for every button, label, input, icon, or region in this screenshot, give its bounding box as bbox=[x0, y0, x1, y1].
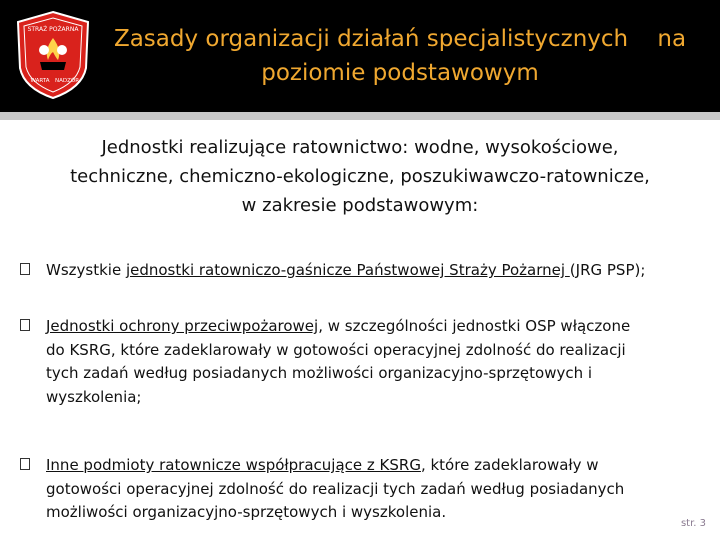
bullet-3-line-2: gotowości operacyjnej zdolność do realizacji tych zadań według posiadanych bbox=[46, 479, 625, 498]
bullet-2-post: , w szczególności jednostki OSP włączone bbox=[318, 317, 631, 335]
slide-header bbox=[0, 0, 720, 112]
bullet-2-link[interactable]: Jednostki ochrony przeciwpożarowej bbox=[46, 317, 319, 335]
intro-line-2: techniczne, chemiczno-ekologiczne, poszukiwawczo-ratownicze, bbox=[70, 166, 650, 187]
bullet-3-post: , które zadeklarowały w bbox=[420, 456, 599, 474]
slide-title bbox=[100, 22, 700, 90]
bullet-item-fire-protection bbox=[20, 315, 700, 409]
bullet-1-post: (JRG PSP); bbox=[569, 261, 646, 279]
logo-left-text: WARTA bbox=[30, 78, 50, 84]
logo-right-text: NADZÓR bbox=[54, 78, 80, 84]
bullet-box-icon bbox=[20, 458, 30, 470]
bullet-3-line-3: możliwości organizacyjno-sprzętowych i wyszkolenia. bbox=[46, 503, 447, 521]
intro-paragraph bbox=[20, 133, 700, 220]
title-line-2: poziomie podstawowym bbox=[261, 60, 539, 86]
bullet-item-psp bbox=[20, 259, 700, 283]
bullet-item-other-entities bbox=[20, 454, 700, 525]
bullet-box-icon bbox=[20, 263, 30, 275]
logo-top-text: STRAŻ POŻARNA bbox=[27, 26, 79, 33]
bullet-box-icon bbox=[20, 319, 30, 331]
bullet-3-link[interactable]: Inne podmioty ratownicze współpracujące z KSRG bbox=[46, 456, 421, 474]
page-number: str. 3 bbox=[680, 518, 706, 529]
bullet-2-line-2: do KSRG, które zadeklarowały w gotowości operacyjnej zdolność do realizacji bbox=[46, 340, 626, 359]
intro-line-1: Jednostki realizujące ratownictwo: wodne, wysokościowe, bbox=[101, 137, 619, 158]
bullet-1-pre: Wszystkie bbox=[46, 261, 126, 279]
header-divider bbox=[0, 112, 720, 120]
bullet-2-line-4: wyszkolenia; bbox=[46, 387, 142, 406]
bullet-1-link[interactable]: jednostki ratowniczo-gaśnicze Państwowej Straży Pożarnej bbox=[125, 261, 570, 279]
title-line-1: Zasady organizacji działań specjalistycznych na bbox=[113, 26, 687, 52]
bullet-2-line-3: tych zadań według posiadanych możliwości organizacyjno-sprzętowych i bbox=[46, 364, 593, 382]
intro-line-3: w zakresie podstawowym: bbox=[241, 195, 479, 216]
fire-brigade-emblem-icon bbox=[14, 10, 92, 100]
